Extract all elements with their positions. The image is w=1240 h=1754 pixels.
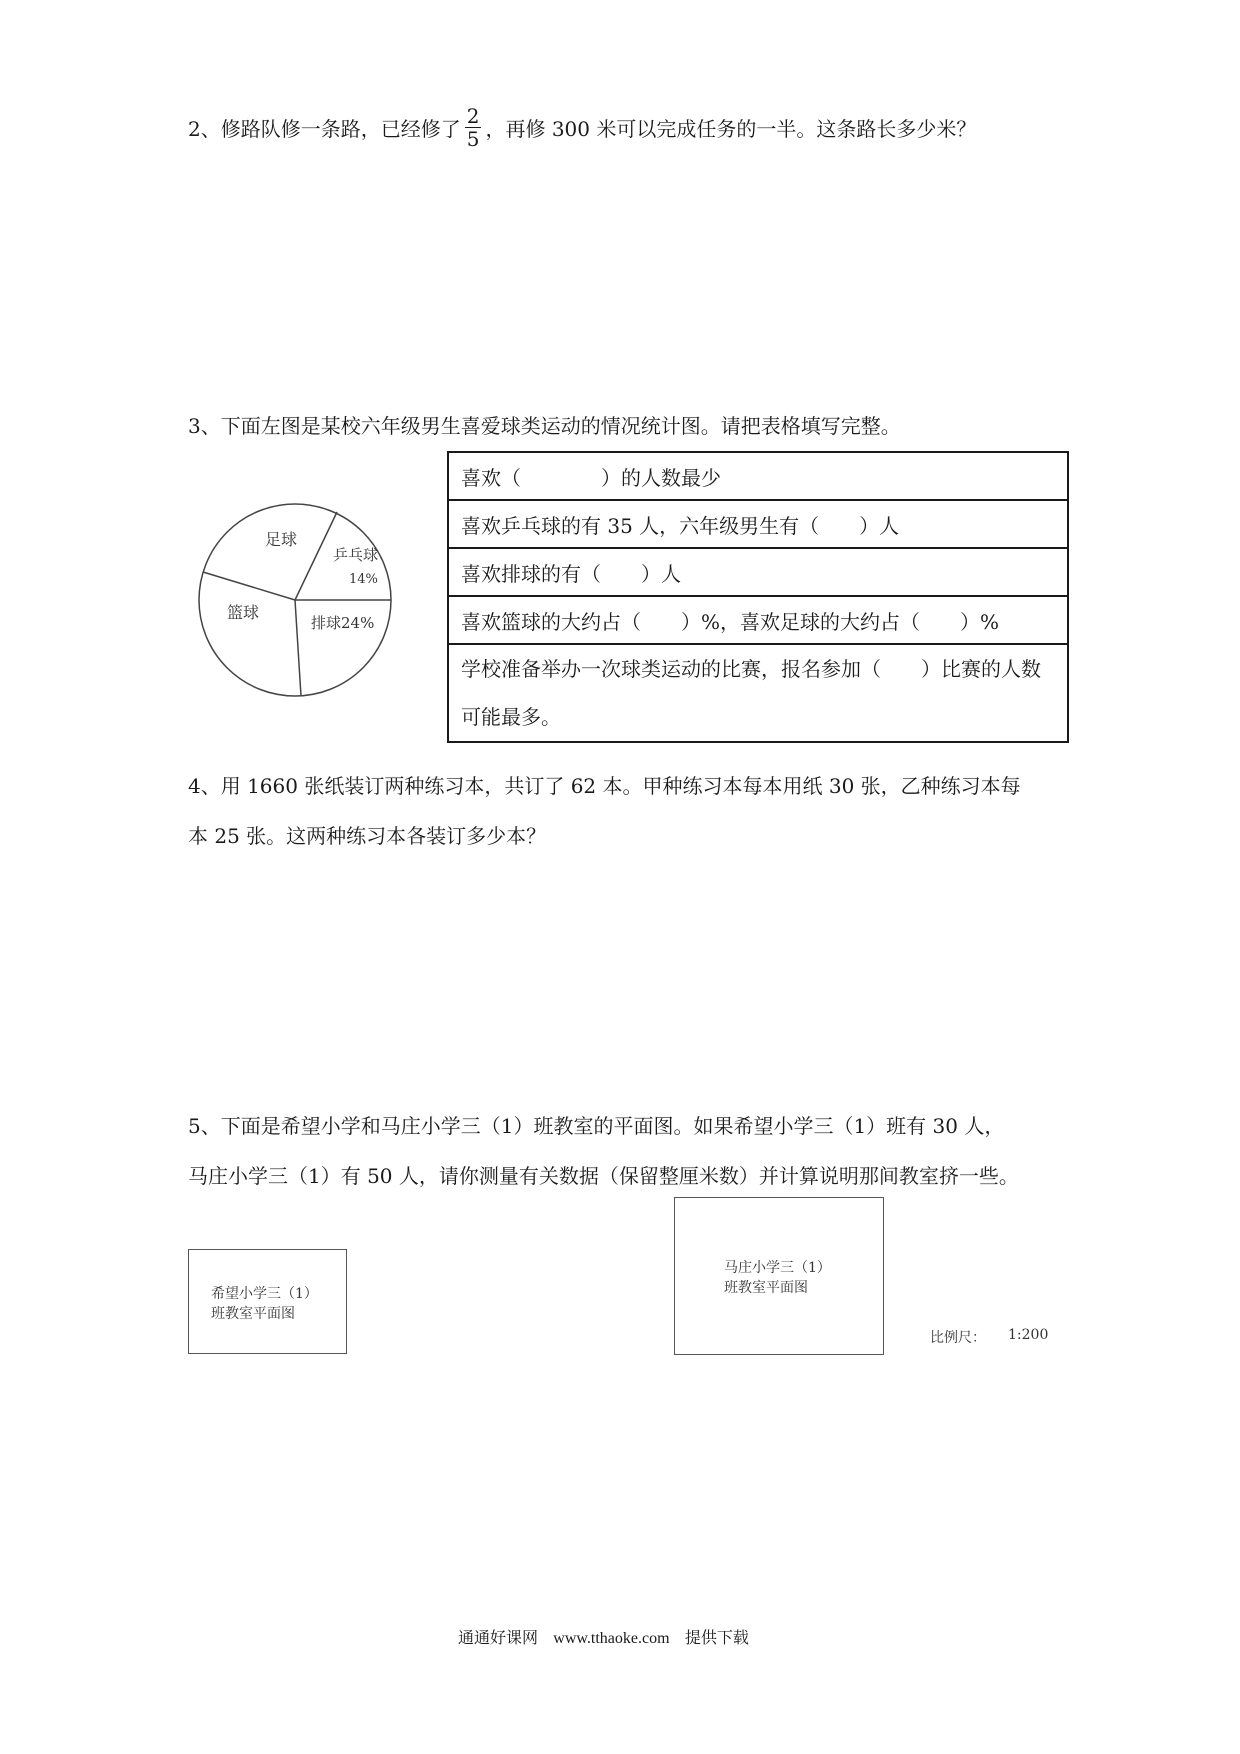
pie-label-basketball: 篮球 bbox=[227, 603, 260, 622]
fraction-numerator: 2 bbox=[466, 104, 480, 128]
question-2 bbox=[188, 104, 977, 153]
plan-a-label-line-2: 班教室平面图 bbox=[211, 1306, 295, 1322]
pie-label-pingpong: 乒乓球 bbox=[333, 546, 379, 564]
table-cell: 喜欢（ ）的人数最少 bbox=[448, 452, 1068, 500]
question-4-line-2: 本 25 张。这两种练习本各装订多少本？ bbox=[188, 824, 547, 848]
scale-label: 比例尺： bbox=[930, 1330, 986, 1346]
pie-label-pingpong-percent: 14% bbox=[349, 572, 378, 587]
question-5-line-2: 马庄小学三（1）有 50 人，请你测量有关数据（保留整厘米数）并计算说明那间教室挤一些。 bbox=[188, 1164, 1019, 1188]
scale-value: 1:200 bbox=[1008, 1327, 1049, 1343]
plan-a-label-line-1: 希望小学三（1） bbox=[211, 1286, 318, 1302]
footer-suffix: 提供下载 bbox=[684, 1628, 749, 1647]
fraction-denominator: 5 bbox=[466, 127, 480, 151]
plan-mazhuang-school-classroom bbox=[674, 1197, 884, 1355]
footer-site-name: 通通好课网 bbox=[458, 1628, 539, 1647]
table-row bbox=[448, 500, 1068, 548]
table-row bbox=[448, 548, 1068, 596]
question-2-text-before: 2、修路队修一条路，已经修了 bbox=[188, 117, 461, 141]
sports-pie-chart bbox=[185, 500, 405, 700]
question-4-line-1: 4、用 1660 张纸装订两种练习本，共订了 62 本。甲种练习本每本用纸 30 张，乙种练习本每 bbox=[188, 774, 1021, 798]
table-row bbox=[448, 452, 1068, 500]
table-cell: 喜欢乒乓球的有 35 人，六年级男生有（ ）人 bbox=[448, 500, 1068, 548]
table-row bbox=[448, 596, 1068, 644]
fraction-two-fifths bbox=[465, 105, 482, 150]
question-5-line-1: 5、下面是希望小学和马庄小学三（1）班教室的平面图。如果希望小学三（1）班有 30 人， bbox=[188, 1114, 1005, 1138]
table-row bbox=[448, 644, 1068, 742]
table-cell: 喜欢排球的有（ ）人 bbox=[448, 548, 1068, 596]
table-cell: 喜欢篮球的大约占（ ）%，喜欢足球的大约占（ ）% bbox=[448, 596, 1068, 644]
plan-b-label-line-1: 马庄小学三（1） bbox=[724, 1260, 831, 1276]
table-cell: 学校准备举办一次球类运动的比赛，报名参加（ ）比赛的人数可能最多。 bbox=[448, 644, 1068, 742]
plan-b-label-line-2: 班教室平面图 bbox=[724, 1280, 808, 1296]
page-footer bbox=[458, 1625, 749, 1648]
pie-label-football: 足球 bbox=[265, 530, 298, 549]
plan-hope-school-classroom bbox=[188, 1249, 347, 1354]
question-2-text-after: ，再修 300 米可以完成任务的一半。这条路长多少米？ bbox=[485, 117, 977, 141]
footer-url: www.tthaoke.com bbox=[553, 1630, 670, 1647]
pie-label-volleyball: 排球24% bbox=[311, 614, 375, 632]
fill-in-table bbox=[447, 451, 1069, 743]
question-3-text: 3、下面左图是某校六年级男生喜爱球类运动的情况统计图。请把表格填写完整。 bbox=[188, 414, 901, 438]
